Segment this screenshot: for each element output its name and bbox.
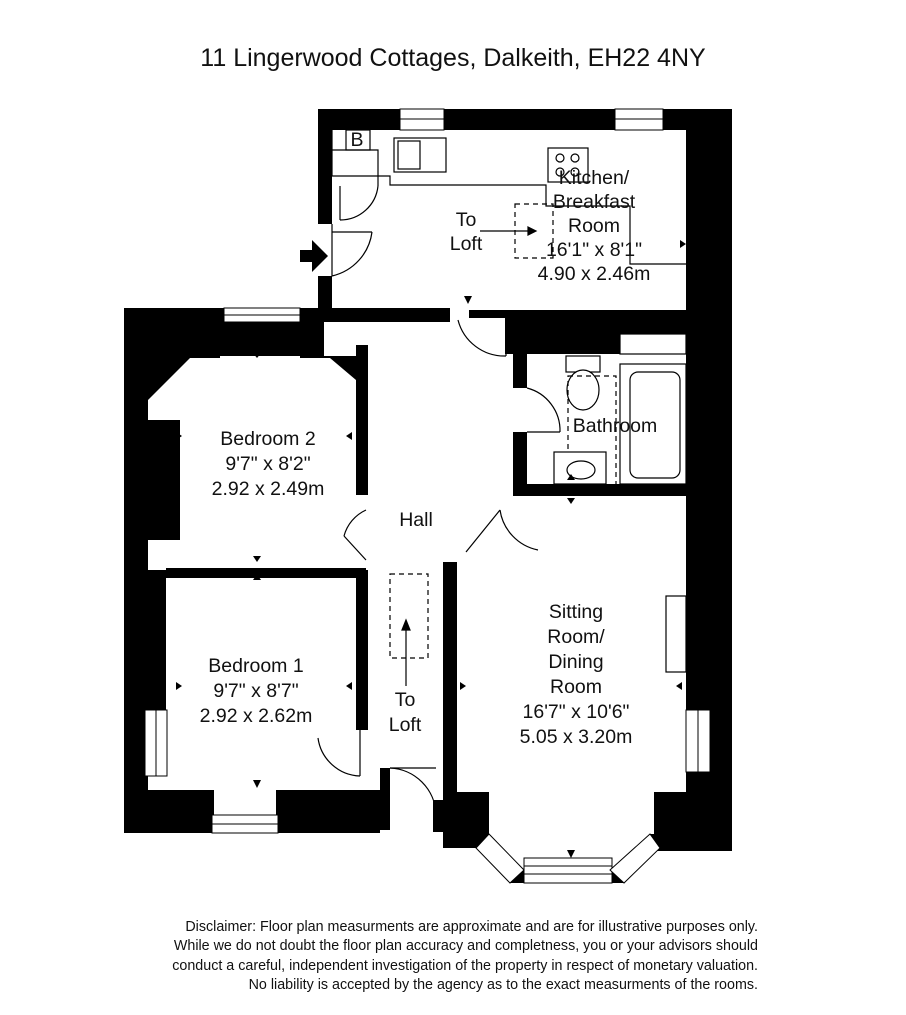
disclaimer-line: While we do not doubt the floor plan accuracy and completness, you or your advisors should bbox=[173, 938, 758, 955]
boiler-label: B bbox=[350, 129, 364, 151]
hall-name: Hall bbox=[399, 509, 433, 531]
bedroom2-imperial: 9'7" x 8'2" bbox=[225, 453, 311, 475]
sitting-metric: 5.05 x 3.20m bbox=[519, 726, 633, 748]
bedroom2-metric: 2.92 x 2.49m bbox=[211, 478, 325, 500]
disclaimer-line: No liability is accepted by the agency as to the exact measurments of the rooms. bbox=[248, 976, 758, 993]
disclaimer bbox=[172, 918, 758, 995]
bathroom-name: Bathroom bbox=[572, 415, 658, 437]
disclaimer-line: Disclaimer: Floor plan measurments are approximate and are for illustrative purposes only. bbox=[185, 919, 758, 935]
hall-loft-line1: To bbox=[394, 689, 416, 711]
kitchen-metric: 4.90 x 2.46m bbox=[537, 263, 651, 285]
sitting-name-line4: Room bbox=[549, 676, 603, 698]
kitchen-imperial: 16'1" x 8'1" bbox=[545, 239, 643, 261]
hall-loft-line2: Loft bbox=[388, 714, 422, 736]
kitchen-loft-line1: To bbox=[455, 209, 477, 231]
bedroom1-name: Bedroom 1 bbox=[208, 655, 304, 677]
entrance-arrow-icon bbox=[300, 240, 328, 272]
kitchen-name-line3: Room bbox=[567, 215, 621, 237]
kitchen-name-line1: Kitchen/ bbox=[558, 167, 630, 189]
bedroom1-imperial: 9'7" x 8'7" bbox=[213, 680, 299, 702]
kitchen-name-line2: Breakfast bbox=[552, 191, 636, 213]
bedroom2-name: Bedroom 2 bbox=[220, 428, 316, 450]
sitting-name-line2: Room/ bbox=[547, 626, 605, 648]
disclaimer-line: conduct a careful, independent investigation of the property in respect of monetary valuation. bbox=[172, 957, 758, 974]
page-title: 11 Lingerwood Cottages, Dalkeith, EH22 4NY bbox=[200, 44, 706, 72]
sitting-name-line3: Dining bbox=[548, 651, 604, 673]
kitchen-loft-line2: Loft bbox=[449, 233, 483, 255]
bedroom1-metric: 2.92 x 2.62m bbox=[199, 705, 313, 727]
sitting-name-line1: Sitting bbox=[548, 601, 604, 623]
sitting-imperial: 16'7" x 10'6" bbox=[522, 701, 630, 723]
